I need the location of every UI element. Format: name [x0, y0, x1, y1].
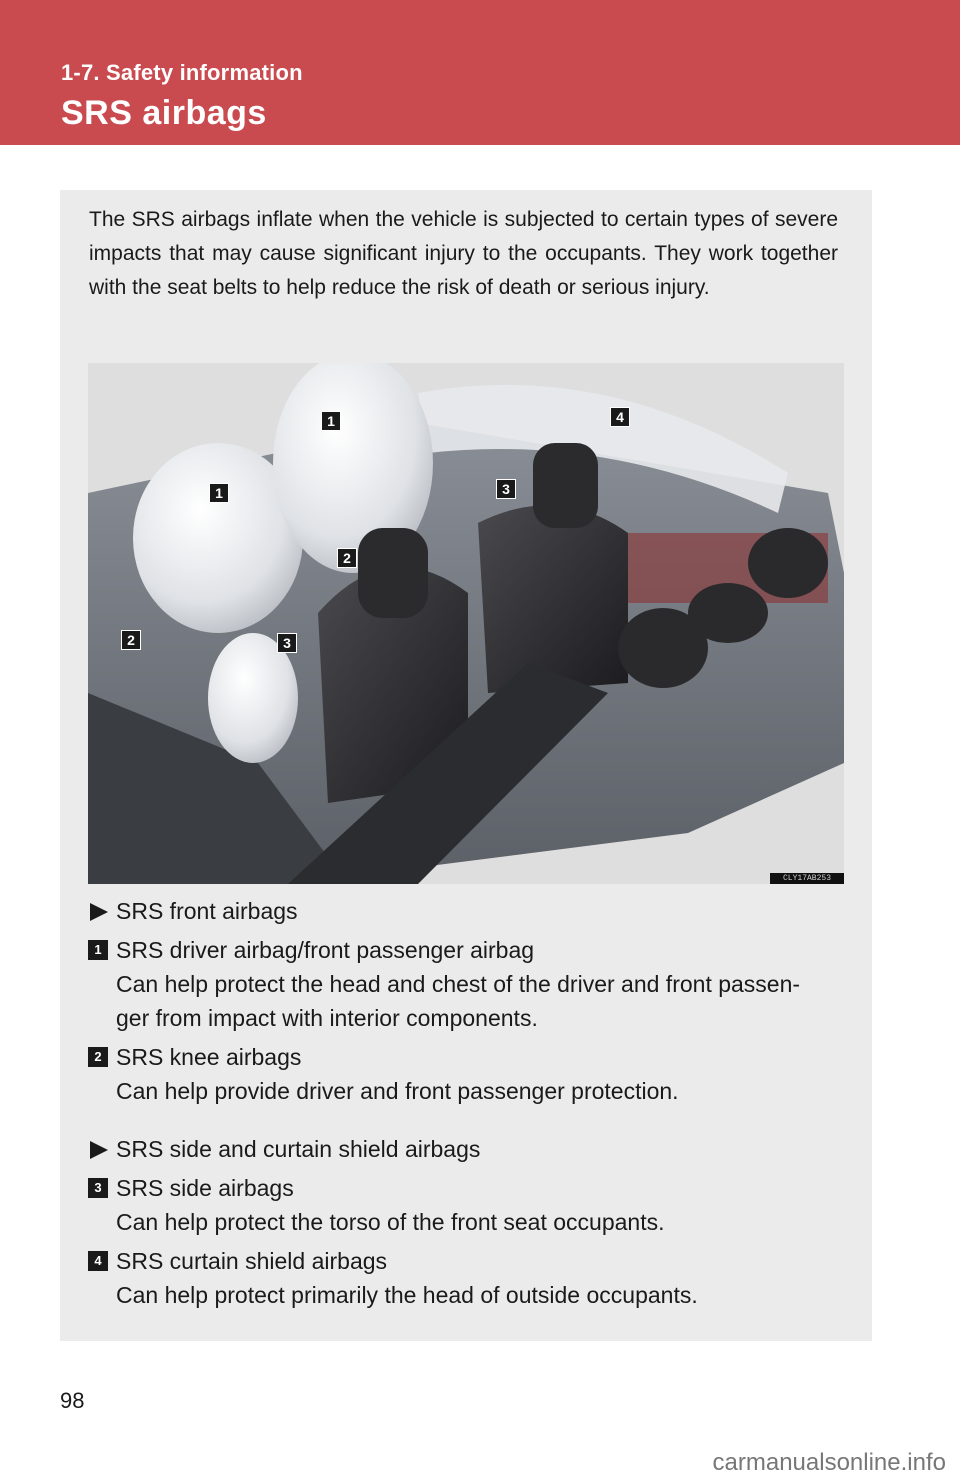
airbag-illustration [88, 363, 844, 884]
item-title: SRS driver airbag/front passenger airbag [116, 937, 535, 963]
page-title: SRS airbags [61, 94, 267, 132]
section-label: 1-7. Safety information [61, 60, 303, 85]
watermark: carmanualsonline.info [712, 1449, 946, 1476]
header-banner [0, 0, 960, 145]
page-number: 98 [60, 1388, 85, 1413]
number-3-icon: 3 [88, 1178, 108, 1198]
figure-label-3-passenger: 3 [496, 479, 516, 499]
figure-label-1-driver: 1 [209, 483, 229, 503]
figure-label-2-passenger: 2 [337, 548, 357, 568]
figure-label-2-driver: 2 [121, 630, 141, 650]
number-4-icon: 4 [88, 1251, 108, 1271]
item-title: SRS knee airbags [116, 1044, 302, 1070]
figure-label-4: 4 [610, 407, 630, 427]
number-2-icon: 2 [88, 1047, 108, 1067]
item-title: SRS curtain shield airbags [116, 1248, 388, 1274]
figure-label-1-passenger: 1 [321, 411, 341, 431]
item-title: SRS side airbags [116, 1175, 294, 1201]
car-interior-drawing [88, 363, 844, 884]
figure-code: CLY17AB253 [770, 873, 844, 884]
figure-label-3-driver: 3 [277, 633, 297, 653]
triangle-bullet-icon [90, 903, 108, 921]
intro-paragraph: The SRS airbags inflate when the vehicle is subjected to certain types of severe impacts that may cause significant injury to the occupants. They work together with the seat belts to help reduce the risk of death or serious injury. [89, 208, 838, 299]
number-1-icon: 1 [88, 940, 108, 960]
triangle-bullet-icon [90, 1141, 108, 1159]
